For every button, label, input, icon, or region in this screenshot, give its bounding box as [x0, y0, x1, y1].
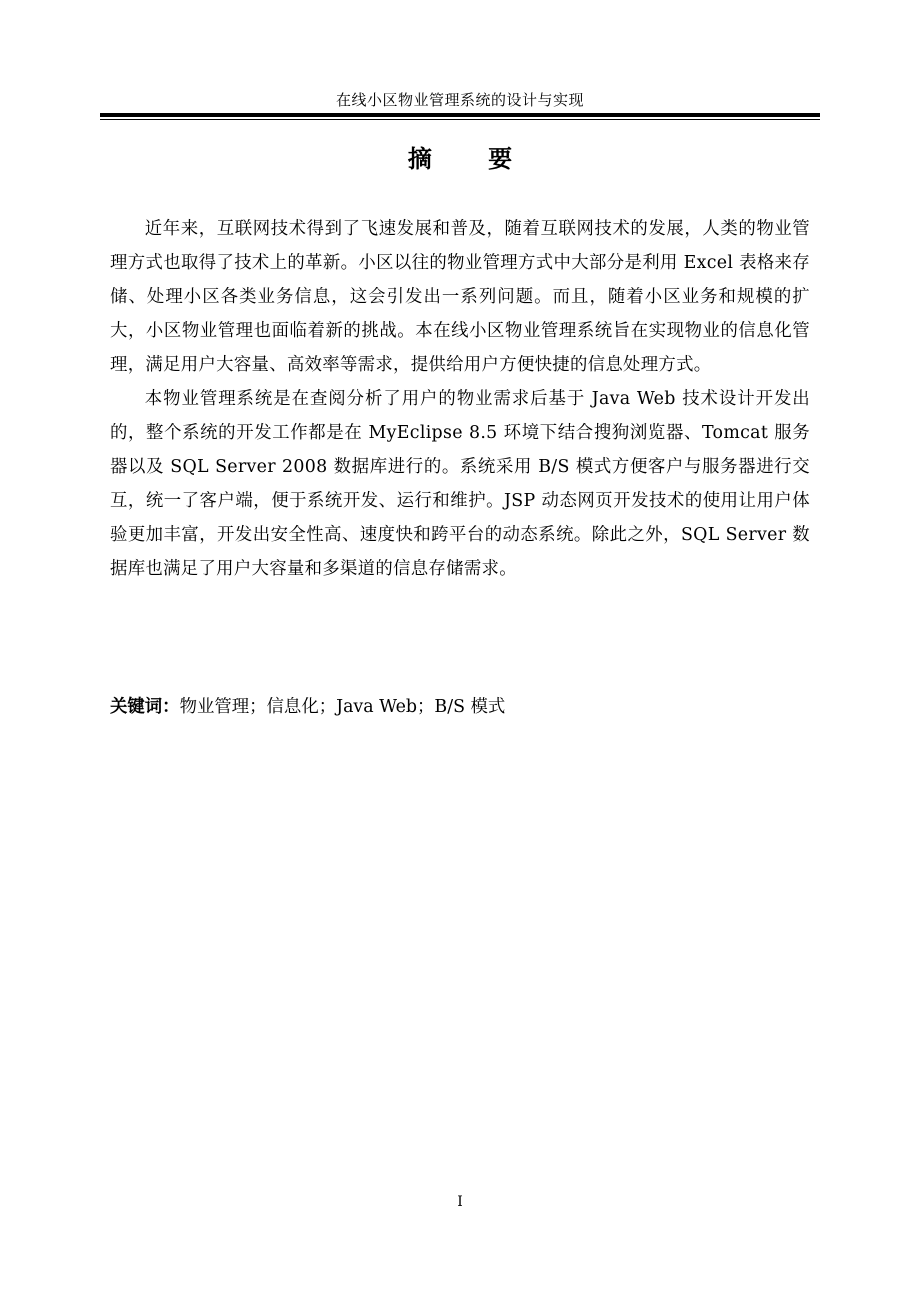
abstract-body [110, 212, 810, 586]
page-number: I [457, 1194, 463, 1210]
abstract-paragraph-2: 本物业管理系统是在查阅分析了用户的物业需求后基于 Java Web 技术设计开发出的，整个系统的开发工作都是在 MyEclipse 8.5 环境下结合搜狗浏览器、Tomcat 服务器以及 SQL Server 2008 数据库进行的。系统采用 B/S 模式方便客户与服务器进行交互，统一了客户端，便于系统开发、运行和维护。JSP 动态网页开发技术的使用让用户体验更加丰富，开发出安全性高、速度快和跨平台的动态系统。除此之外，SQL Server 数据库也满足了用户大容量和多渠道的信息存储需求。 [110, 389, 810, 579]
keywords-label: 关键词： [110, 697, 180, 717]
header-rule-thin [100, 119, 820, 120]
abstract-title: 摘 要 [407, 145, 513, 173]
header-rule [100, 113, 820, 117]
keywords-value: 物业管理；信息化；Java Web；B/S 模式 [179, 697, 506, 717]
keywords-line [110, 690, 810, 724]
abstract-paragraph-1: 近年来，互联网技术得到了飞速发展和普及，随着互联网技术的发展，人类的物业管理方式也取得了技术上的革新。小区以往的物业管理方式中大部分是利用 Excel 表格来存储、处理小区各类业务信息，这会引发出一系列问题。而且，随着小区业务和规模的扩大，小区物业管理也面临着新的挑战。本在线小区物业管理系统旨在实现物业的信息化管理，满足用户大容量、高效率等需求，提供给用户方便快捷的信息处理方式。 [110, 219, 810, 375]
running-header: 在线小区物业管理系统的设计与实现 [335, 91, 584, 109]
